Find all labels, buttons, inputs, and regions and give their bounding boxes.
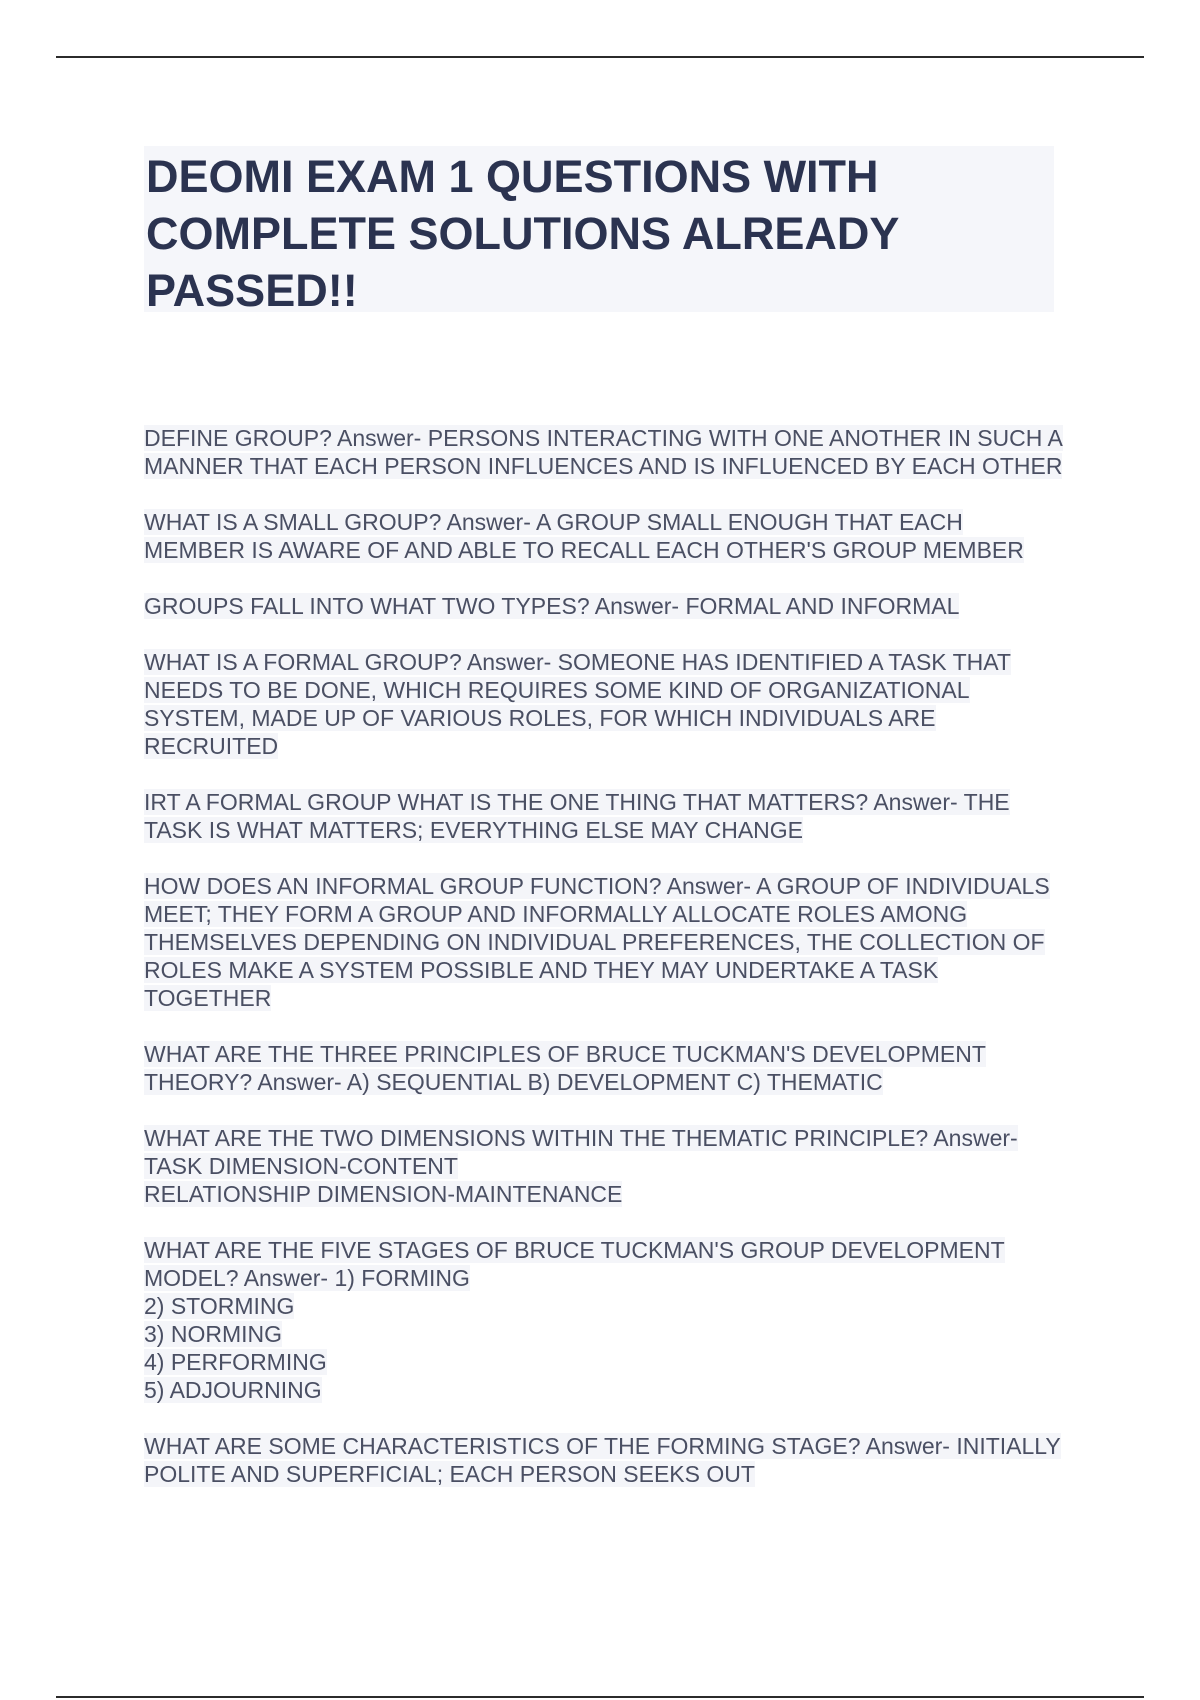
qa-entry <box>144 648 1064 760</box>
qa-list <box>144 424 1064 1516</box>
qa-entry <box>144 592 1064 620</box>
qa-entry-text: IRT A FORMAL GROUP WHAT IS THE ONE THING THAT MATTERS? Answer- THE TASK IS WHAT MATTERS; EVERYTHING ELSE MAY CHANGE <box>144 789 1010 843</box>
qa-entry <box>144 1124 1064 1208</box>
qa-entry <box>144 1236 1064 1404</box>
qa-entry <box>144 424 1064 480</box>
qa-entry-text: WHAT ARE THE FIVE STAGES OF BRUCE TUCKMAN'S GROUP DEVELOPMENT MODEL? Answer- 1) FORMING 2) STORMING 3) NORMING 4) PERFORMING 5) ADJOURNING <box>144 1237 1005 1403</box>
qa-entry-text: WHAT ARE THE TWO DIMENSIONS WITHIN THE THEMATIC PRINCIPLE? Answer- TASK DIMENSION-CONTENT RELATIONSHIP DIMENSION-MAINTENANCE <box>144 1125 1018 1207</box>
qa-entry <box>144 872 1064 1012</box>
qa-entry-text: WHAT IS A SMALL GROUP? Answer- A GROUP SMALL ENOUGH THAT EACH MEMBER IS AWARE OF AND ABLE TO RECALL EACH OTHER'S GROUP MEMBER <box>144 509 1024 563</box>
qa-entry-text: WHAT IS A FORMAL GROUP? Answer- SOMEONE HAS IDENTIFIED A TASK THAT NEEDS TO BE DONE, WHICH REQUIRES SOME KIND OF ORGANIZATIONAL SYSTEM, MADE UP OF VARIOUS ROLES, FOR WHICH INDIVIDUALS ARE RECRUITED <box>144 649 1011 759</box>
page-top-rule <box>56 56 1144 58</box>
qa-entry <box>144 788 1064 844</box>
qa-entry-text: GROUPS FALL INTO WHAT TWO TYPES? Answer- FORMAL AND INFORMAL <box>144 593 960 619</box>
page-bottom-rule <box>56 1696 1144 1698</box>
qa-entry-text: WHAT ARE SOME CHARACTERISTICS OF THE FORMING STAGE? Answer- INITIALLY POLITE AND SUPERFICIAL; EACH PERSON SEEKS OUT <box>144 1433 1061 1487</box>
qa-entry <box>144 1432 1064 1488</box>
document-title: DEOMI EXAM 1 QUESTIONS WITH COMPLETE SOLUTIONS ALREADY PASSED!! <box>146 151 899 316</box>
qa-entry-text: HOW DOES AN INFORMAL GROUP FUNCTION? Answer- A GROUP OF INDIVIDUALS MEET; THEY FORM A GROUP AND INFORMALLY ALLOCATE ROLES AMONG THEMSELVES DEPENDING ON INDIVIDUAL PREFERENCES, THE COLLECTION OF ROLES MAKE A SYSTEM POSSIBLE AND THEY MAY UNDERTAKE A TASK TOGETHER <box>144 873 1050 1011</box>
title-block <box>144 146 1054 316</box>
qa-entry <box>144 1040 1064 1096</box>
qa-entry-text: WHAT ARE THE THREE PRINCIPLES OF BRUCE TUCKMAN'S DEVELOPMENT THEORY? Answer- A) SEQUENTIAL B) DEVELOPMENT C) THEMATIC <box>144 1041 986 1095</box>
qa-entry-text: DEFINE GROUP? Answer- PERSONS INTERACTING WITH ONE ANOTHER IN SUCH A MANNER THAT EACH PERSON INFLUENCES AND IS INFLUENCED BY EACH OTHER <box>144 425 1063 479</box>
qa-entry <box>144 508 1064 564</box>
